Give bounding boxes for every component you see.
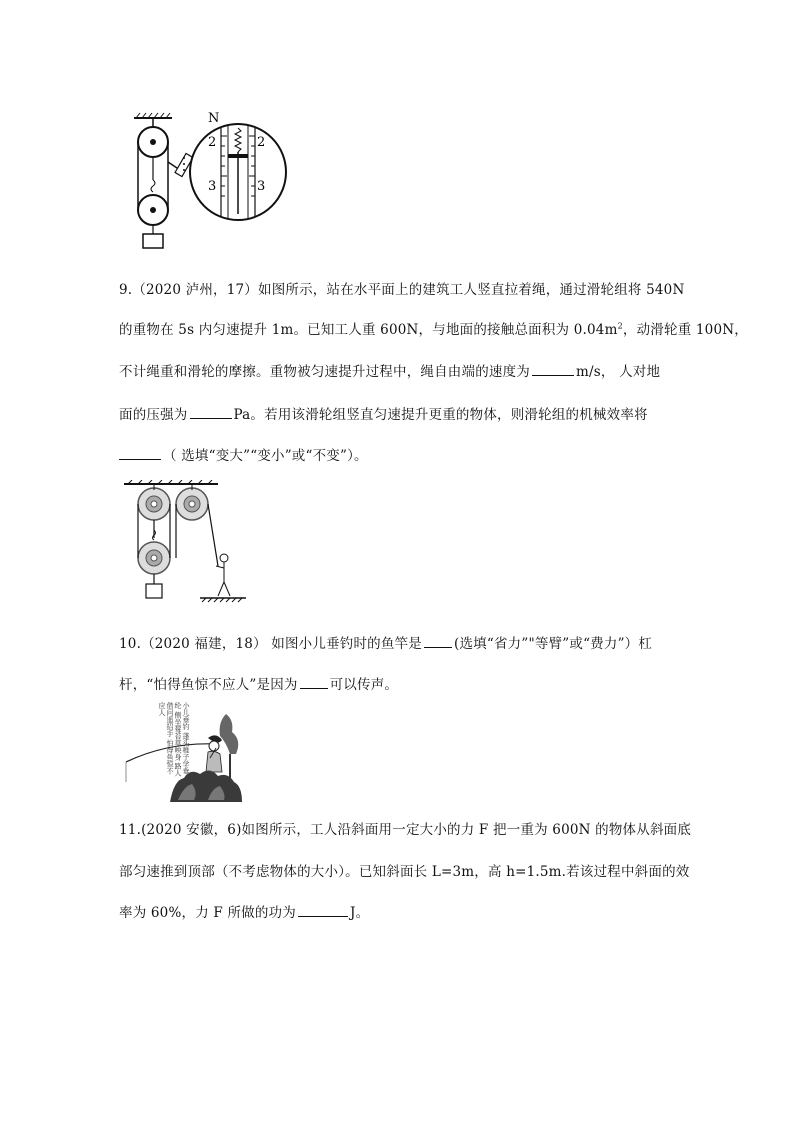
q9-line-4-text: 面的压强为 (119, 407, 188, 423)
scale-tick-label: 2 (257, 135, 266, 150)
q9-line-1: 9.（2020 泸州，17）如图所示，站在水平面上的建筑工人竖直拉着绳，通过滑轮组将 540N (119, 282, 685, 298)
q9-superscript: 2 (617, 321, 623, 331)
q9-line-5-text: （ 选填“变大”“变小”或“不变”）。 (163, 448, 368, 464)
q11-line-2: 部匀速推到顶部（不考虑物体的大小）。已知斜面长 L=3m，高 h=1.5m.若该过程中斜面的效 (119, 864, 690, 880)
poem-line: 怕得鱼惊不应人 (158, 702, 174, 775)
q9-line-3-text: 不计绳重和滑轮的摩擦。重物被匀速提升过程中，绳自由端的速度为 (119, 364, 530, 380)
scale-unit-label: N (208, 111, 220, 126)
fishing-scene-drawing (118, 700, 244, 802)
q9-line-3-unit: m/s， 人对地 (576, 364, 661, 380)
answer-blank-speed[interactable] (532, 363, 574, 376)
scale-tick-label: 2 (208, 135, 217, 150)
q10-line-2 (119, 673, 398, 693)
answer-blank-efficiency[interactable] (119, 447, 161, 460)
poem-line: 路人借问遥招手 (166, 702, 182, 777)
poem-line: 侧坐莓苔草映身 (174, 711, 182, 761)
pulley-system-worker-figure (122, 480, 248, 608)
child-fishing-illustration (118, 700, 244, 802)
q11-line-1: 11.(2020 安徽，6)如图所示，工人沿斜面用一定大小的力 F 把一重为 600N 的物体从斜面底 (119, 822, 692, 838)
answer-blank-work[interactable] (298, 904, 348, 917)
q9-line-2-tail: ，动滑轮重 100N， (622, 322, 748, 338)
q9-line-4 (119, 403, 648, 423)
q10-line-1-tail: (选填“省力”"等臂”或“费力”）杠 (454, 636, 653, 652)
answer-blank-lever-type[interactable] (424, 635, 452, 648)
q10-line-1 (119, 632, 652, 652)
poem-line: 小儿垂钓 (182, 702, 190, 730)
q10-line-2-text: 杆，“怕得鱼惊不应人”是因为 (119, 677, 298, 693)
answer-blank-sound-medium[interactable] (300, 676, 328, 689)
q11-line-3-unit: J。 (349, 905, 370, 921)
q9-line-2-text: 的重物在 5s 内匀速提升 1m。已知工人重 600N，与地面的接触总面积为 0.04m (119, 322, 618, 338)
pulley-spring-scale-figure (128, 110, 288, 258)
q11-line-3 (119, 901, 369, 921)
q10-line-1-text: 10.（2020 福建，18） 如图小儿垂钓时的鱼竿是 (119, 636, 422, 652)
q10-line-2-tail: 可以传声。 (329, 677, 399, 693)
q11-line-3-text: 率为 60%，力 F 所做的功为 (119, 905, 296, 921)
answer-blank-pressure[interactable] (190, 406, 232, 419)
poem-line: 蓬头稚子学垂纶 (174, 702, 190, 775)
q9-line-5 (119, 444, 368, 464)
scale-tick-label: 3 (208, 179, 217, 194)
q9-line-2 (119, 318, 748, 338)
scale-tick-label: 3 (257, 179, 266, 194)
q9-line-3 (119, 360, 660, 380)
q9-line-4-tail: Pa。若用该滑轮组竖直匀速提升更重的物体，则滑轮组的机械效率将 (233, 407, 648, 423)
